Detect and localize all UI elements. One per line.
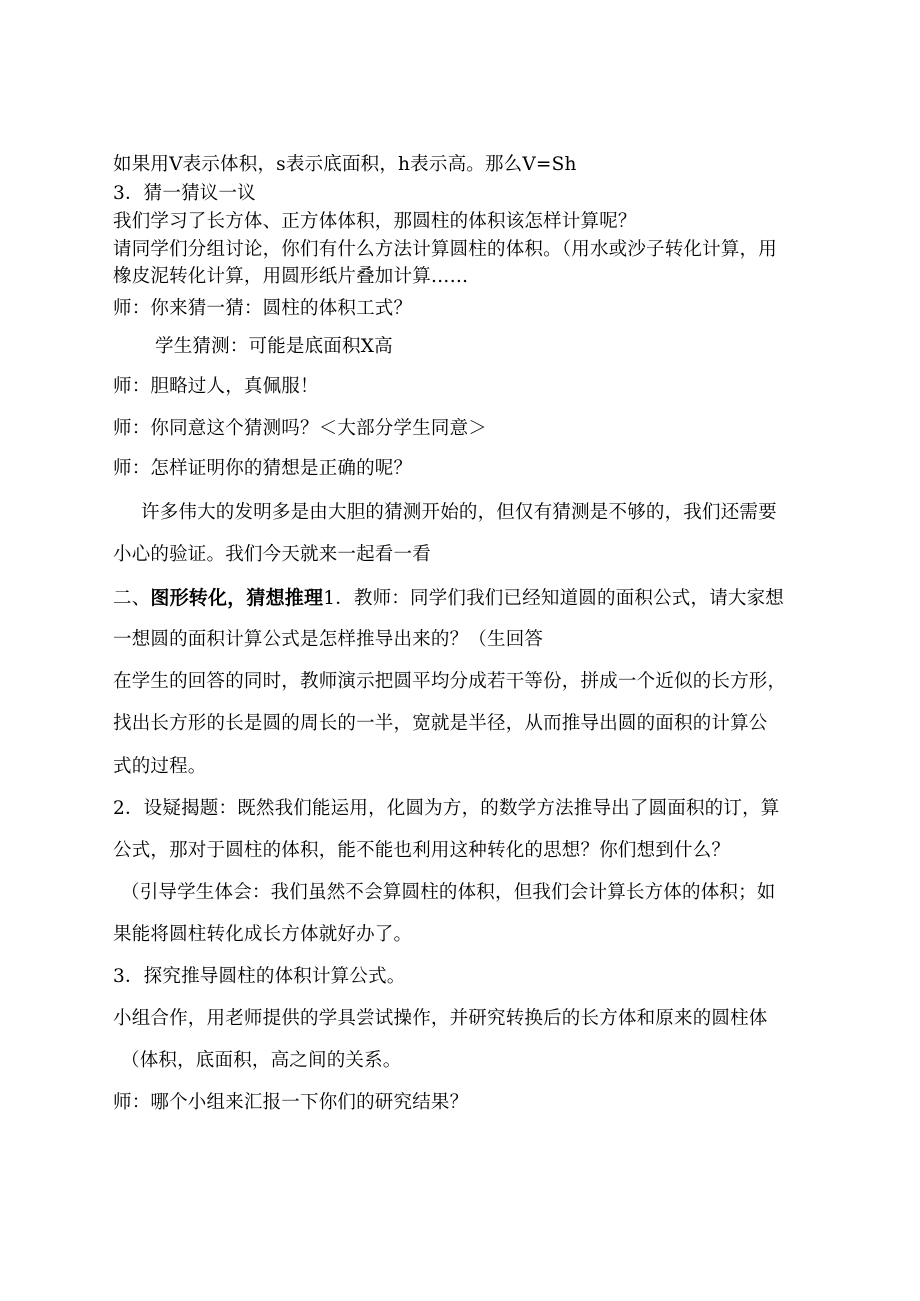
text-line: 小组合作，用老师提供的学具尝试操作，并研究转换后的长方体和原来的圆柱体 — [113, 1008, 768, 1029]
text-line: 小心的验证。我们今天就来一起看一看 — [113, 544, 431, 565]
text-line: 学生猜测：可能是底面积X高 — [155, 336, 393, 357]
section-two-prefix: 二、 — [113, 588, 151, 609]
text-line: 师：你同意这个猜测吗？＜大部分学生同意＞ — [113, 418, 488, 439]
text-line: （体积，底面积，高之间的关系。 — [121, 1050, 402, 1071]
text-line: 式的过程。 — [113, 756, 207, 777]
section-two-line — [113, 586, 784, 611]
text-line: 请同学们分组讨论，你们有什么方法计算圆柱的体积。（用水或沙子转化计算，用 — [113, 239, 777, 260]
text-line: 果能将圆柱转化成长方体就好办了。 — [113, 924, 413, 945]
text-line: 一想圆的面积计算公式是怎样推导出来的？（生回答 — [113, 629, 544, 650]
text-line: 橡皮泥转化计算，用圆形纸片叠加计算…… — [113, 266, 469, 287]
text-line: 师：怎样证明你的猜想是正确的呢？ — [113, 458, 413, 479]
text-line: 公式，那对于圆柱的体积，能不能也利用这种转化的思想？你们想到什么？ — [113, 840, 731, 861]
section-two-text: 1．教师：同学们我们已经知道圆的面积公式，请大家想 — [323, 588, 784, 609]
text-line: 找出长方形的长是圆的周长的一半，宽就是半径，从而推导出圆的面积的计算公 — [113, 713, 768, 734]
text-line: 2．设疑揭题：既然我们能运用，化圆为方，的数学方法推导出了圆面积的订，算 — [113, 798, 780, 819]
text-line: 师：哪个小组来汇报一下你们的研究结果？ — [113, 1092, 469, 1113]
section-heading: 图形转化，猜想推理 — [150, 587, 324, 609]
text-line: 3．猜一猜议一议 — [113, 183, 256, 204]
text-line: 师：你来猜一猜：圆柱的体积工式？ — [113, 298, 413, 319]
text-line: 师：胆略过人，真佩服！ — [113, 376, 319, 397]
text-line: 如果用V表示体积，s表示底面积，h表示高。那么V=Sh — [113, 154, 577, 175]
text-line: （引导学生体会：我们虽然不会算圆柱的体积，但我们会计算长方体的体积；如 — [121, 882, 776, 903]
text-line: 我们学习了长方体、正方体体积，那圆柱的体积该怎样计算呢？ — [113, 211, 637, 232]
text-line: 在学生的回答的同时，教师演示把圆平均分成若干等份，拼成一个近似的长方形， — [113, 671, 787, 692]
text-line: 3．探究推导圆柱的体积计算公式。 — [113, 966, 406, 987]
text-line: 许多伟大的发明多是由大胆的猜测开始的，但仅有猜测是不够的，我们还需要 — [141, 502, 777, 523]
